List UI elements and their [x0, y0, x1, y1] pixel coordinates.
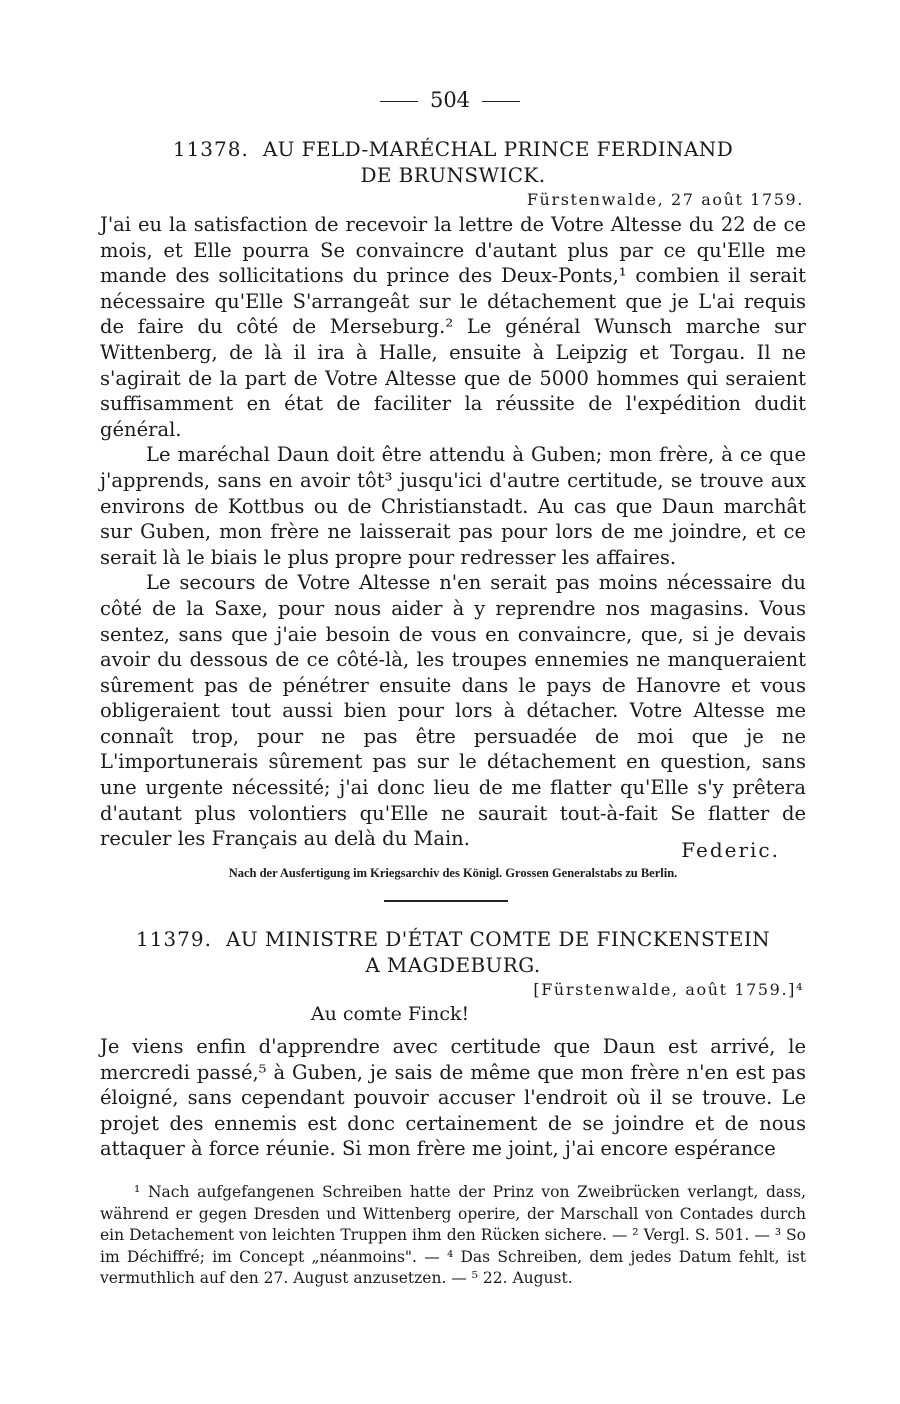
footnote-text: ¹ Nach aufgefangenen Schreiben hatte der Prinz von Zweibrücken verlangt, dass, während er gegen Dresden und Wittenberg operire, der Marschall von Contades durch ein Detachement von leichten Truppen ihm den Rücken sichere. — ² Vergl. S. 501. — ³ So im Déchiffré; im Concept „néanmoins". — ⁴ Das Schreiben, dem jedes Datum fehlt, ist vermuthlich auf den 27. August anzusetzen. — ⁵ 22. August.: [100, 1183, 806, 1287]
letter1-heading: [100, 136, 806, 188]
letter1-title-line2: DE BRUNSWICK.: [360, 163, 546, 187]
letter1-paragraph: J'ai eu la satisfaction de recevoir la lettre de Votre Altesse du 22 de ce mois, et Elle pourra Se convaincre d'autant plus par ce qu'Elle me mande des sollicitations du prince des Deux-Ponts,¹ combien il serait nécessaire qu'Elle S'arrangeât sur le détachement que je L'ai requis de faire du côté de Merseburg.² Le général Wunsch marche sur Wittenberg, de là il ira à Halle, ensuite à Leipzig et Torgau. Il ne s'agirait de la part de Votre Altesse que de 5000 hommes qui seraient suffisamment en état de faciliter la réussite de l'expédition dudit général.: [100, 213, 806, 441]
dash-left: [380, 101, 418, 102]
letter1-body: [100, 212, 806, 852]
source-note: Nach der Ausfertigung im Kriegsarchiv des Königl. Grossen Generalstabs zu Berlin.: [228, 866, 678, 880]
footnotes: [100, 1182, 806, 1290]
letter1-title-line1: AU FELD-MARÉCHAL PRINCE FERDINAND: [262, 137, 734, 161]
letter2-title-line1: AU MINISTRE D'ÉTAT COMTE DE FINCKENSTEIN: [225, 927, 771, 951]
page-number: 504: [0, 88, 900, 112]
letter2-heading: [100, 926, 806, 978]
salutation: Au comte Finck!: [310, 1003, 470, 1025]
letter2-body: [100, 1034, 806, 1162]
letter2-title-line2: A MAGDEBURG.: [365, 953, 541, 977]
section-divider: [384, 900, 508, 902]
letter1-number: 11378.: [172, 137, 249, 161]
letter2-number: 11379.: [135, 927, 212, 951]
letter2-dateline: [Fürstenwalde, août 1759.]⁴: [533, 980, 804, 999]
letter1-dateline: Fürstenwalde, 27 août 1759.: [526, 190, 804, 209]
letter1-paragraph: Le maréchal Daun doit être attendu à Guben; mon frère, à ce que j'apprends, sans en avoir tôt³ jusqu'ici d'autre certitude, se trouve aux environs de Kottbus ou de Christianstadt. Au cas que Daun marchât sur Guben, mon frère ne laisserait pas pour lors de me joindre, et ce serait là le biais le plus propre pour redresser les affaires.: [100, 443, 806, 569]
dash-right: [482, 101, 520, 102]
signature: Federic.: [681, 838, 780, 862]
letter1-paragraph: Le secours de Votre Altesse n'en serait pas moins nécessaire du côté de la Saxe, pour nous aider à y reprendre nos magasins. Vous sentez, sans que j'aie besoin de vous en convaincre, que, si je devais avoir du dessous de ce côté-là, les troupes ennemies ne manqueraient sûrement pas de pénétrer ensuite dans le pays de Hanovre et vous obligeraient tout aussi bien pour lors à détacher. Votre Altesse me connaît trop, pour ne pas être persuadée de moi que je ne L'importunerais sûrement pas sur le détachement en question, sans une urgente nécessité; j'ai donc lieu de me flatter qu'Elle s'y prêtera d'autant plus volontiers qu'Elle ne saurait tout-à-fait Se flatter de reculer les Français au delà du Main.: [100, 571, 806, 851]
letter2-paragraph: Je viens enfin d'apprendre avec certitude que Daun est arrivé, le mercredi passé,⁵ à Guben, je sais de même que mon frère n'en est pas éloigné, sans cependant pouvoir accuser l'endroit où il se trouve. Le projet des ennemis est donc certainement de se joindre et de nous attaquer à force réunie. Si mon frère me joint, j'ai encore espérance: [100, 1035, 806, 1161]
